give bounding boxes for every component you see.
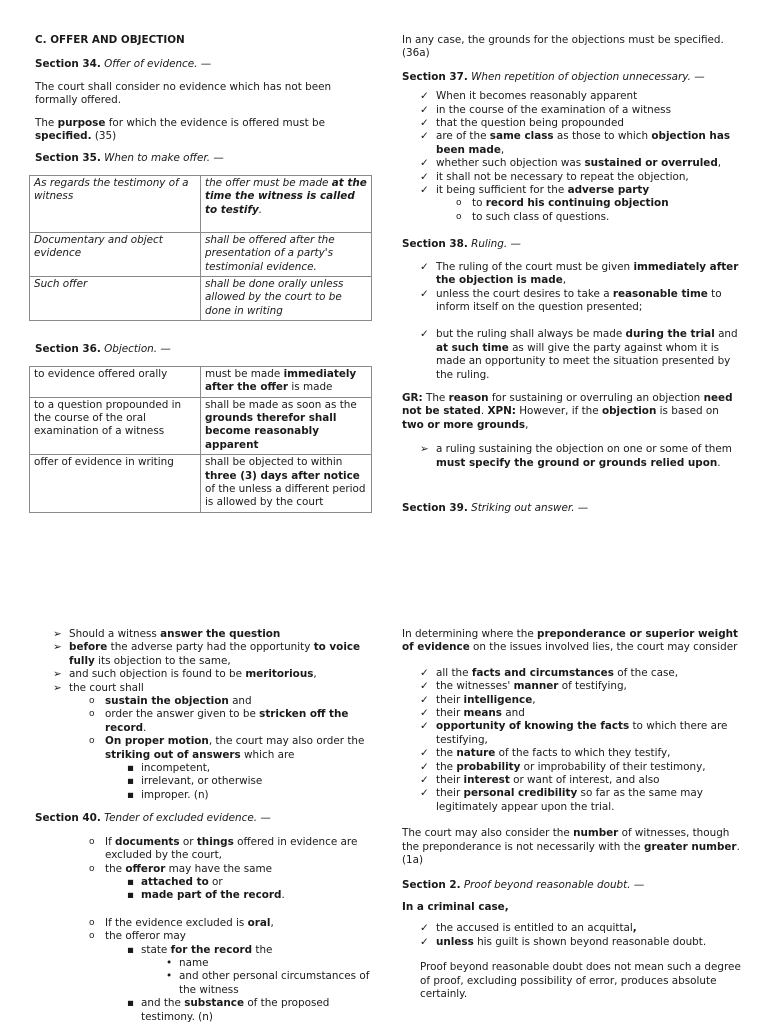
table-row [30, 455, 372, 513]
section-37-heading: Section 37. When repetition of objection unnecessary. — [402, 70, 705, 83]
preponderance-paragraph: In determining where the preponderance or superior weight of evidence on the issues involved lies, the court may consider [402, 628, 738, 654]
sub-list [105, 876, 375, 903]
table-cell: Such offer [30, 277, 201, 321]
number-paragraph: The court may also consider the number of witnesses, though the preponderance is not necessarily with the greater number. (1a) [402, 827, 740, 867]
list-item: ✓ unless his guilt is shown beyond reasonable doubt. [436, 936, 742, 949]
section-39-heading: Section 39. Striking out answer. — [402, 501, 589, 514]
table-cell: shall be objected to within three (3) days after notice of the unless a different period is allowed by the court [201, 455, 372, 513]
list-item: ✓ the witnesses' manner of testifying, [436, 680, 742, 693]
section-35-heading: Section 35. When to make offer. — [35, 152, 224, 165]
list-item: ▪ attached to or [141, 876, 375, 889]
chapter-heading: C. OFFER AND OBJECTION [35, 34, 185, 46]
list-item: o If the evidence excluded is oral, [105, 917, 375, 930]
list-item: ✓ whether such objection was sustained or overruled, [436, 157, 742, 170]
section-2-heading: Section 2. Proof beyond reasonable doubt. — [402, 878, 645, 891]
proof-paragraph: Proof beyond reasonable doubt does not mean such a degree of proof, excluding possibility of error, produces absolute certainly. [420, 961, 741, 1000]
section-34-purpose: The purpose for which the evidence is offered must be specified. (35) [35, 116, 325, 143]
list-item: ✓ it shall not be necessary to repeat the objection, [436, 171, 742, 184]
table-cell: to a question propounded in the course of the oral examination of a witness [30, 397, 201, 455]
list-item: o to such class of questions. [472, 211, 742, 224]
page1-left-column [35, 34, 373, 527]
sub-sub-list [141, 957, 375, 997]
table-cell: offer of evidence in writing [30, 455, 201, 513]
acquittal-list [402, 922, 742, 949]
list-item: ✓ their intelligence, [436, 694, 742, 707]
list-item: ✓ the nature of the facts to which they testify, [436, 747, 742, 760]
sub-list [105, 944, 375, 1024]
section-36-heading: Section 36. Objection. — [35, 343, 171, 356]
section-39-list [35, 628, 375, 802]
page2-right-column [402, 628, 742, 1010]
table-row [30, 175, 372, 232]
list-item: o to record his continuing objection [472, 197, 742, 210]
list-item: ➢ the court shall o sustain the objection and o order the answer given to be stricken off the record. o On proper motion, the court may also order the striking out of answers which are ▪ incompetent, ▪ irrelevant, or otherwise ▪ improper. (n) [69, 682, 375, 803]
list-item: ✓ opportunity of knowing the facts to which there are testifying, [436, 720, 742, 747]
sub-sub-list [105, 762, 375, 802]
list-item: ➢ a ruling sustaining the objection on one or some of them must specify the ground or grounds relied upon. [436, 443, 742, 470]
section-40-list [35, 836, 375, 1024]
list-item: ▪ and the substance of the proposed testimony. (n) [141, 997, 375, 1024]
list-item: o If documents or things offered in evidence are excluded by the court, [105, 836, 375, 863]
list-item: ➢ before the adverse party had the opportunity to voice fully its objection to the same, [69, 641, 375, 668]
grounds-paragraph: In any case, the grounds for the objections must be specified. (36a) [402, 34, 724, 60]
table-cell: the offer must be made at the time the witness is called to testify. [201, 175, 372, 232]
list-item: ✓ their personal credibility so far as the same may legitimately appear upon the trial. [436, 787, 742, 814]
list-item: ✓ the accused is entitled to an acquittal, [436, 922, 742, 935]
table-row [30, 232, 372, 276]
list-item: ✓ in the course of the examination of a witness [436, 104, 742, 117]
table-cell: As regards the testimony of a witness [30, 175, 201, 232]
sub-list [436, 197, 742, 224]
list-item: ✓ unless the court desires to take a reasonable time to inform itself on the question presented; [436, 288, 742, 315]
sub-list [69, 695, 375, 802]
objection-table [29, 366, 372, 513]
list-item: • name [179, 957, 375, 970]
considerations-list [402, 667, 742, 814]
table-cell: Documentary and object evidence [30, 232, 201, 276]
list-item: ▪ incompetent, [141, 762, 375, 775]
section-37-list [402, 90, 742, 224]
list-item: o sustain the objection and [105, 695, 375, 708]
list-item: ✓ The ruling of the court must be given immediately after the objection is made, [436, 261, 742, 288]
section-34-paragraph: The court shall consider no evidence which has not been formally offered. [35, 80, 332, 107]
list-item: o order the answer given to be stricken off the record. [105, 708, 375, 735]
page2-left-column [35, 628, 375, 1024]
list-item: ✓ their means and [436, 707, 742, 720]
list-item: ✓ are of the same class as those to which objection has been made, [436, 130, 742, 157]
list-item: ▪ improper. (n) [141, 789, 375, 802]
list-item: • and other personal circumstances of the witness [179, 970, 375, 997]
table-cell: shall be made as soon as the grounds therefor shall become reasonably apparent [201, 397, 372, 455]
section-40-heading: Section 40. Tender of excluded evidence. — [35, 812, 271, 825]
list-item: ✓ it being sufficient for the adverse party o to record his continuing objection o to such class of questions. [436, 184, 742, 224]
list-item: ✓ their interest or want of interest, and also [436, 774, 742, 787]
criminal-case-heading: In a criminal case, [402, 900, 509, 913]
table-row [30, 277, 372, 321]
page1-right-column [402, 34, 742, 524]
section-38-heading: Section 38. Ruling. — [402, 238, 521, 251]
list-item: ▪ made part of the record. [141, 889, 375, 902]
list-item: ✓ the probability or improbability of their testimony, [436, 761, 742, 774]
table-row [30, 366, 372, 397]
list-item: ▪ irrelevant, or otherwise [141, 775, 375, 788]
list-item: ➢ Should a witness answer the question [69, 628, 375, 641]
list-item: ➢ and such objection is found to be meritorious, [69, 668, 375, 681]
gr-xpn-paragraph: GR: The reason for sustaining or overruling an objection need not be stated. XPN: However, if the objection is based on two or more grounds, [402, 391, 733, 431]
list-item: ✓ that the question being propounded [436, 117, 742, 130]
list-item: ✓ but the ruling shall always be made during the trial and at such time as will give the party against whom it is made an opportunity to meet the situation presented by the ruling. [436, 328, 742, 382]
xpn-list [402, 443, 742, 470]
list-item: ✓ When it becomes reasonably apparent [436, 90, 742, 103]
table-cell: to evidence offered orally [30, 366, 201, 397]
table-cell: shall be offered after the presentation of a party's testimonial evidence. [201, 232, 372, 276]
section-34-heading: Section 34. Offer of evidence. — [35, 58, 212, 71]
list-item: o On proper motion, the court may also order the striking out of answers which are ▪ incompetent, ▪ irrelevant, or otherwise ▪ improper. (n) [105, 735, 375, 802]
table-cell: shall be done orally unless allowed by the court to be done in writing [201, 277, 372, 321]
section-38-list [402, 261, 742, 382]
offer-table [29, 175, 372, 321]
list-item: o the offeror may have the same ▪ attached to or ▪ made part of the record. [105, 863, 375, 903]
list-item: o the offeror may ▪ state for the record the • name • and other personal circumstances of the witness ▪ and the substance of the proposed testimony. (n) [105, 930, 375, 1024]
list-item: ✓ all the facts and circumstances of the case, [436, 667, 742, 680]
table-row [30, 397, 372, 455]
table-cell: must be made immediately after the offer is made [201, 366, 372, 397]
list-item: ▪ state for the record the • name • and other personal circumstances of the witness [141, 944, 375, 998]
